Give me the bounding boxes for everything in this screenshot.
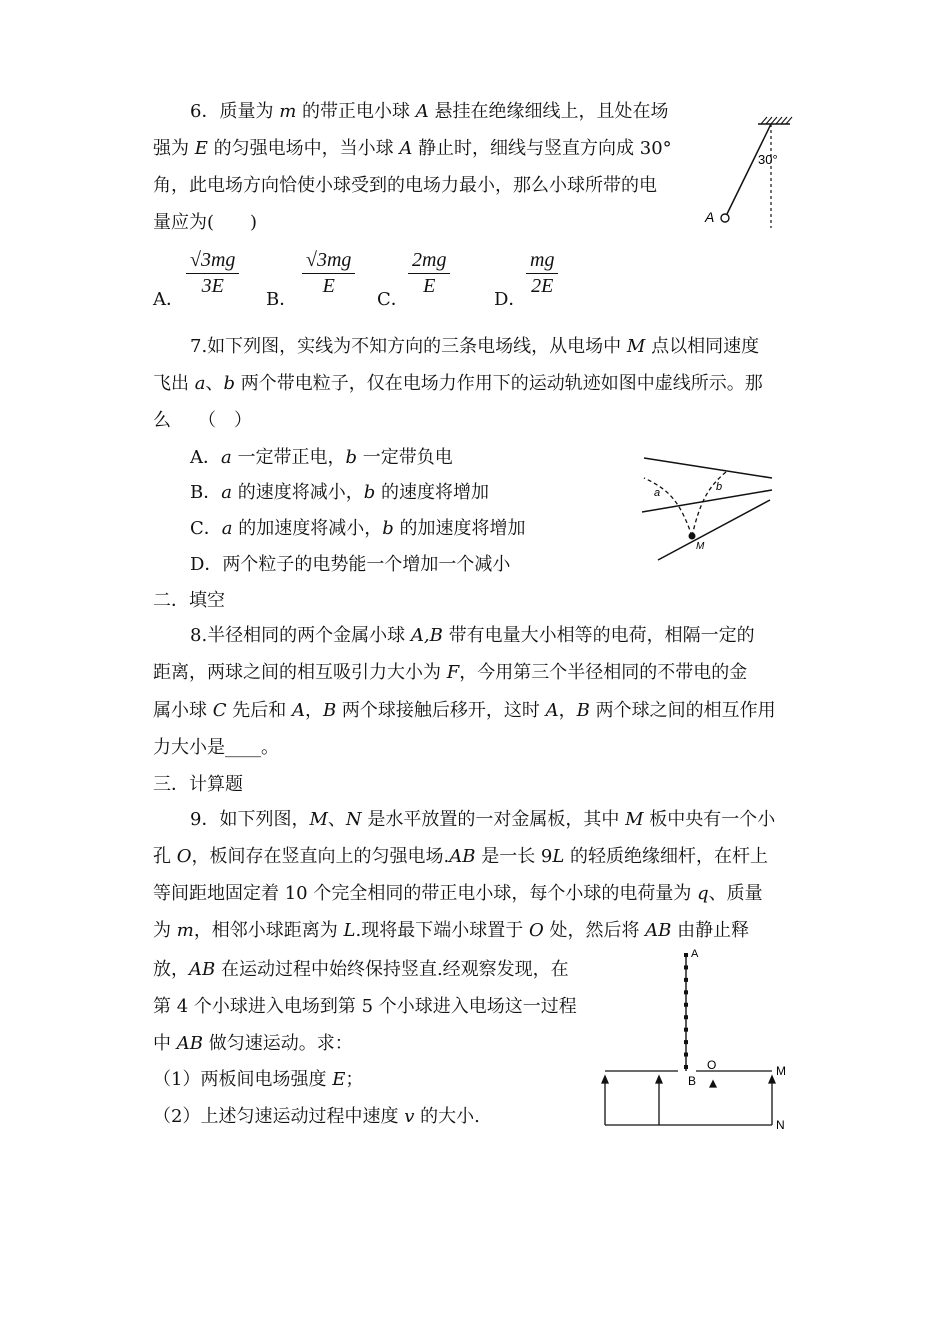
option-letter: A．: [153, 289, 184, 310]
fraction-denominator: 3E: [201, 275, 224, 297]
point-m: [689, 533, 696, 540]
label-m: M: [696, 541, 705, 552]
q6-line-2: 强为 E 的匀强电场中，当小球 A 静止时，细线与竖直方向成 30°: [153, 138, 672, 159]
q7-choice-b: B．a 的速度将减小，b 的速度将增加: [190, 482, 489, 503]
rod-and-plates-figure: [600, 945, 800, 1135]
option-letter: D．: [494, 289, 527, 310]
fraction-denominator: 2E: [531, 275, 554, 297]
q6-line-1: 6．质量为 m 的带正电小球 A 悬挂在绝缘细线上，且处在场: [190, 101, 669, 122]
q7-line-1: 7.如下列图，实线为不知方向的三条电场线，从电场中 M 点以相同速度: [190, 336, 760, 357]
italic-symbol: A: [399, 138, 413, 159]
italic-symbol: L: [343, 920, 356, 941]
italic-symbol: N: [345, 809, 362, 830]
ball-label: A: [705, 209, 715, 225]
italic-symbol: B: [322, 700, 337, 721]
ball-a: [721, 214, 729, 222]
q9-line-6: 第 4 个小球进入电场到第 5 个小球进入电场这一过程: [153, 996, 577, 1017]
fraction-numerator: 2mg: [408, 249, 450, 274]
italic-symbol: M: [309, 809, 328, 830]
q9-line-8: （1）两板间电场强度 E；: [153, 1069, 364, 1090]
q7-choice-c: C．a 的加速度将减小，b 的加速度将增加: [190, 518, 526, 539]
italic-symbol: M: [625, 809, 644, 830]
italic-symbol: M: [626, 336, 646, 357]
pendulum-figure: [700, 112, 795, 232]
italic-symbol: A,B: [410, 625, 443, 646]
italic-symbol: m: [176, 920, 194, 941]
rod-ball: [684, 1003, 688, 1007]
label-m: M: [776, 1064, 786, 1078]
field-line-1: [644, 458, 772, 478]
fraction-denominator: E: [423, 275, 436, 297]
italic-symbol: A: [415, 101, 429, 122]
q8-line-2: 距离，两球之间的相互吸引力大小为 F，今用第三个半径相同的不带电的金: [153, 662, 748, 683]
q9-line-3: 等间距地固定着 10 个完全相同的带正电小球，每个小球的电荷量为 q、质量: [153, 883, 763, 904]
italic-symbol: F: [446, 662, 460, 683]
rod-ball: [684, 1040, 688, 1044]
q7-line-3: 么 （ ）: [153, 410, 252, 431]
fraction-numerator: mg: [526, 249, 558, 274]
italic-symbol: AB: [189, 959, 216, 980]
italic-symbol: A: [291, 700, 305, 721]
italic-symbol: b: [223, 373, 235, 394]
italic-symbol: b: [345, 447, 357, 468]
rod-ball: [684, 1015, 688, 1019]
italic-symbol: O: [528, 920, 544, 941]
ceiling-hatching: [761, 117, 792, 124]
italic-symbol: a: [221, 518, 233, 539]
italic-symbol: AB: [176, 1033, 203, 1054]
italic-symbol: L: [552, 846, 565, 867]
section-3-title: 三．计算题: [153, 774, 243, 795]
field-line-3: [658, 500, 770, 560]
section-2-title: 二．填空: [153, 590, 225, 611]
italic-symbol: AB: [449, 846, 476, 867]
q6-line-3: 角，此电场方向恰使小球受到的电场力最小，那么小球所带的电: [153, 175, 657, 196]
italic-symbol: v: [404, 1106, 415, 1127]
fraction-denominator: E: [322, 275, 335, 297]
italic-symbol: AB: [645, 920, 672, 941]
italic-symbol: q: [697, 883, 709, 904]
q6-line-4: 量应为( ): [153, 212, 258, 233]
rod-ball: [684, 978, 688, 982]
q8-line-1: 8.半径相同的两个金属小球 A,B 带有电量大小相等的电荷，相隔一定的: [190, 625, 755, 646]
option-letter: C．: [377, 289, 409, 310]
rod-ball: [684, 1053, 688, 1057]
italic-symbol: b: [382, 518, 394, 539]
italic-symbol: E: [194, 138, 208, 159]
field-lines-figure: [640, 452, 780, 567]
option-a-fraction: [186, 249, 239, 298]
rod-ball: [684, 990, 688, 994]
label-o: O: [707, 1058, 717, 1072]
q9-line-9: （2）上述匀速运动过程中速度 v 的大小.: [153, 1106, 480, 1127]
option-d-fraction: [526, 249, 558, 298]
angle-label: 30°: [758, 152, 778, 167]
q9-line-1: 9．如下列图，M、N 是水平放置的一对金属板，其中 M 板中央有一个小: [190, 809, 776, 830]
q7-choice-d: D．两个粒子的电势能一个增加一个减小: [190, 554, 511, 575]
italic-symbol: E: [332, 1069, 346, 1090]
q9-line-7: 中 AB 做匀速运动。求：: [153, 1033, 353, 1054]
q9-line-2: 孔 O，板间存在竖直向上的匀强电场.AB 是一长 9L 的轻质绝缘细杆，在杆上: [153, 846, 769, 867]
q7-line-2: 飞出 a、b 两个带电粒子，仅在电场力作用下的运动轨迹如图中虚线所示。那: [153, 373, 763, 394]
q9-line-4: 为 m，相邻小球距离为 L.现将最下端小球置于 O 处，然后将 AB 由静止释: [153, 920, 750, 941]
label-b: b: [716, 481, 723, 493]
option-c-fraction: [408, 249, 450, 298]
rod-ball: [684, 965, 688, 969]
label-a: a: [654, 487, 661, 499]
option-letter: B．: [266, 289, 298, 310]
italic-symbol: a: [194, 373, 206, 394]
q9-line-5: 放，AB 在运动过程中始终保持竖直.经观察发现，在: [153, 959, 569, 980]
fraction-numerator: √3mg: [186, 249, 239, 274]
italic-symbol: O: [176, 846, 192, 867]
italic-symbol: a: [221, 482, 232, 503]
label-n: N: [776, 1118, 785, 1132]
label-b: B: [688, 1074, 697, 1088]
rod-ball: [684, 1028, 688, 1032]
italic-symbol: a: [221, 447, 232, 468]
q7-choice-a: A．a 一定带正电，b 一定带负电: [190, 447, 453, 468]
italic-symbol: B: [576, 700, 590, 721]
italic-symbol: A: [545, 700, 559, 721]
q8-line-4: 力大小是____。: [153, 737, 279, 758]
rod-ball: [684, 953, 688, 957]
q8-line-3: 属小球 C 先后和 A，B 两个球接触后移开，这时 A，B 两个球之间的相互作用: [153, 700, 776, 721]
rod-ball: [684, 1065, 688, 1069]
italic-symbol: b: [363, 482, 376, 503]
option-b-fraction: [302, 249, 355, 298]
italic-symbol: C: [212, 700, 227, 721]
fraction-numerator: √3mg: [302, 249, 355, 274]
string-line: [727, 124, 771, 214]
italic-symbol: m: [279, 101, 297, 122]
label-a: A: [691, 948, 699, 960]
